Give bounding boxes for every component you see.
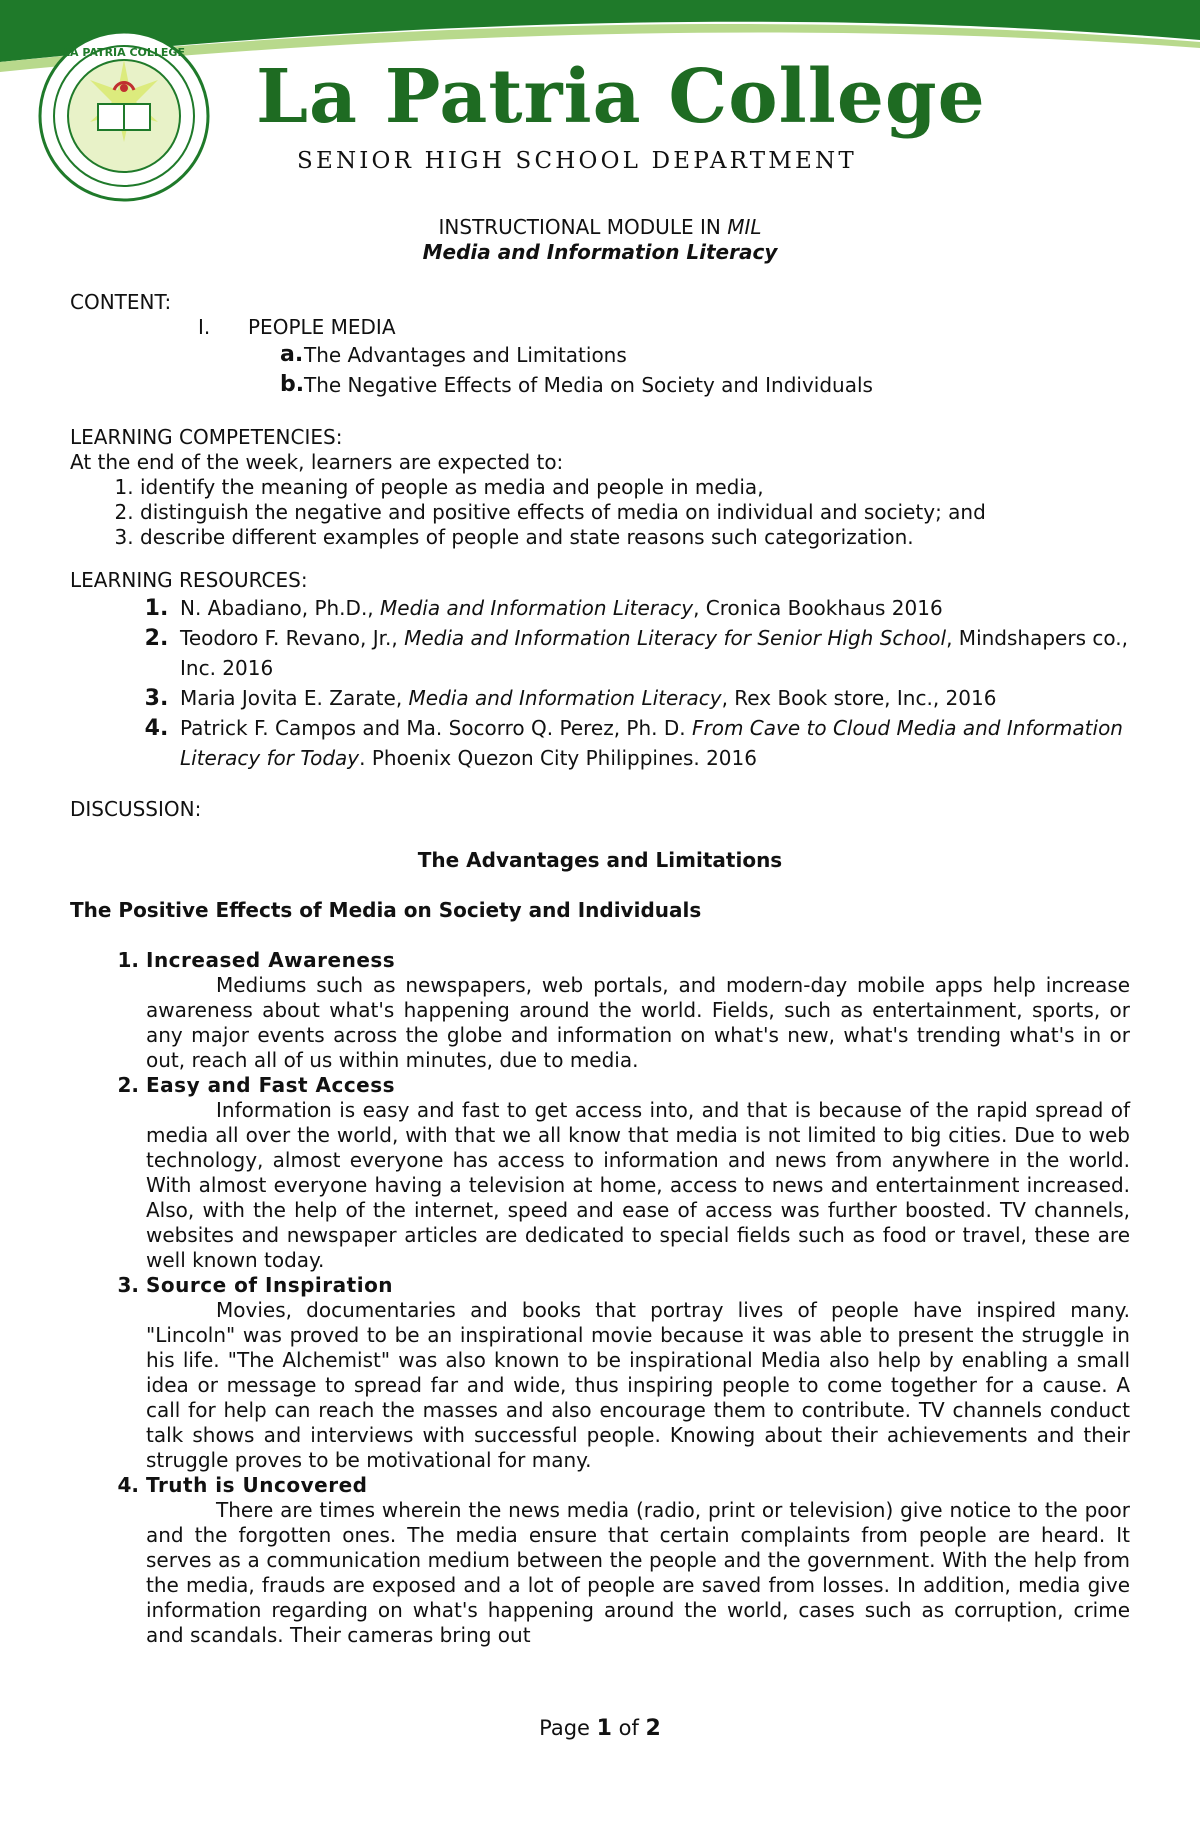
list-item	[146, 1073, 1130, 1273]
discussion-subtitle: The Positive Effects of Media on Society and Individuals	[70, 898, 702, 922]
sub-text: The Advantages and Limitations	[304, 343, 627, 367]
resources-label: LEARNING RESOURCES:	[70, 568, 308, 592]
effect-body: There are times wherein the news media (radio, print or television) give notice to the poor and the forgotten ones. The media ensure that certain complaints from people are heard. It serves as a communication medium between the people and the government. With the help from the media, frauds are exposed and a lot of people are saved from losses. In addition, media give information regarding on what's happening around the world, cases such as corruption, crime and scandals. Their cameras bring out	[146, 1498, 1130, 1647]
topic-numeral: I.	[198, 315, 211, 339]
competencies-list	[70, 475, 1130, 550]
topic-text: PEOPLE MEDIA	[248, 315, 396, 339]
list-item: 2. Teodoro F. Revano, Jr., Media and Information Literacy for Senior High School, Mindshapers co., Inc. 2016	[176, 623, 1130, 683]
sub-letter: a.	[280, 342, 304, 367]
effects-list	[70, 948, 1130, 1648]
title-subject: MIL	[727, 215, 762, 239]
effect-body: Movies, documentaries and books that portray lives of people have inspired many. "Lincoln" was proved to be an inspirational movie because it was able to present the struggle in his life. "The Alchemist" was also known to be inspirational Media also help by enabling a small idea or message to spread far and wide, thus inspiring people to come together for a cause. A call for help can reach the masses and also encourage them to contribute. TV channels conduct talk shows and interviews with successful people. Knowing about their achievements and their struggle proves to be motivational for many.	[146, 1298, 1130, 1472]
content-topic	[70, 315, 1130, 340]
list-item	[146, 1273, 1130, 1473]
list-item: 1. identify the meaning of people as media and people in media,	[140, 475, 1130, 500]
title-prefix: INSTRUCTIONAL MODULE IN	[438, 215, 728, 239]
list-item: 2. distinguish the negative and positive effects of media on individual and society; and	[140, 500, 1130, 525]
list-item: 3. Maria Jovita E. Zarate, Media and Information Literacy, Rex Book store, Inc., 2016	[176, 683, 1130, 713]
page-number: Page 1 of 2	[539, 1716, 661, 1741]
college-seal-logo	[38, 30, 210, 202]
title-subtitle: Media and Information Literacy	[422, 240, 778, 264]
seal-text: LA PATRIA COLLEGE	[63, 46, 185, 59]
content-sub-b	[70, 370, 1130, 400]
sub-letter: b.	[280, 372, 305, 397]
list-item: 1. N. Abadiano, Ph.D., Media and Information Literacy, Cronica Bookhaus 2016	[176, 593, 1130, 623]
competencies-intro: At the end of the week, learners are expected to:	[70, 450, 564, 474]
list-item	[146, 1473, 1130, 1648]
list-item	[146, 948, 1130, 1073]
effect-heading: 2. Easy and Fast Access	[146, 1073, 396, 1097]
module-title	[70, 215, 1130, 265]
college-name: La Patria College	[256, 54, 986, 140]
effect-heading: 3. Source of Inspiration	[146, 1273, 394, 1297]
competencies-label: LEARNING COMPETENCIES:	[70, 425, 343, 449]
list-item: 4. Patrick F. Campos and Ma. Socorro Q. Perez, Ph. D. From Cave to Cloud Media and Information Literacy for Today. Phoenix Quezon City Philippines. 2016	[176, 713, 1130, 773]
effect-heading: 1. Increased Awareness	[146, 948, 396, 972]
effect-heading: 4. Truth is Uncovered	[146, 1473, 368, 1497]
effect-body: Information is easy and fast to get access into, and that is because of the rapid spread of media all over the world, with that we all know that media is not limited to big cities. Due to web technology, almost everyone has access to information and news from anywhere in the world. With almost everyone having a television at home, access to news and entertainment increased. Also, with the help of the internet, speed and ease of access was further boosted. TV channels, websites and newspaper articles are dedicated to special fields such as food or travel, these are well known today.	[146, 1098, 1130, 1272]
resources-list	[70, 593, 1130, 773]
discussion-label: DISCUSSION:	[70, 797, 202, 821]
effect-body: Mediums such as newspapers, web portals, and modern-day mobile apps help increase awareness about what's happening around the world. Fields, such as entertainment, sports, or any major events across the globe and information on what's new, what's trending what's in or out, reach all of us within minutes, due to media.	[146, 973, 1130, 1072]
module-page	[70, 215, 1130, 1648]
content-sub-a	[70, 340, 1130, 370]
sub-text: The Negative Effects of Media on Society and Individuals	[304, 373, 873, 397]
list-item: 3. describe different examples of people and state reasons such categorization.	[140, 525, 1130, 550]
department-name: SENIOR HIGH SCHOOL DEPARTMENT	[297, 148, 857, 174]
content-label: CONTENT:	[70, 290, 172, 314]
discussion-title: The Advantages and Limitations	[417, 848, 783, 872]
